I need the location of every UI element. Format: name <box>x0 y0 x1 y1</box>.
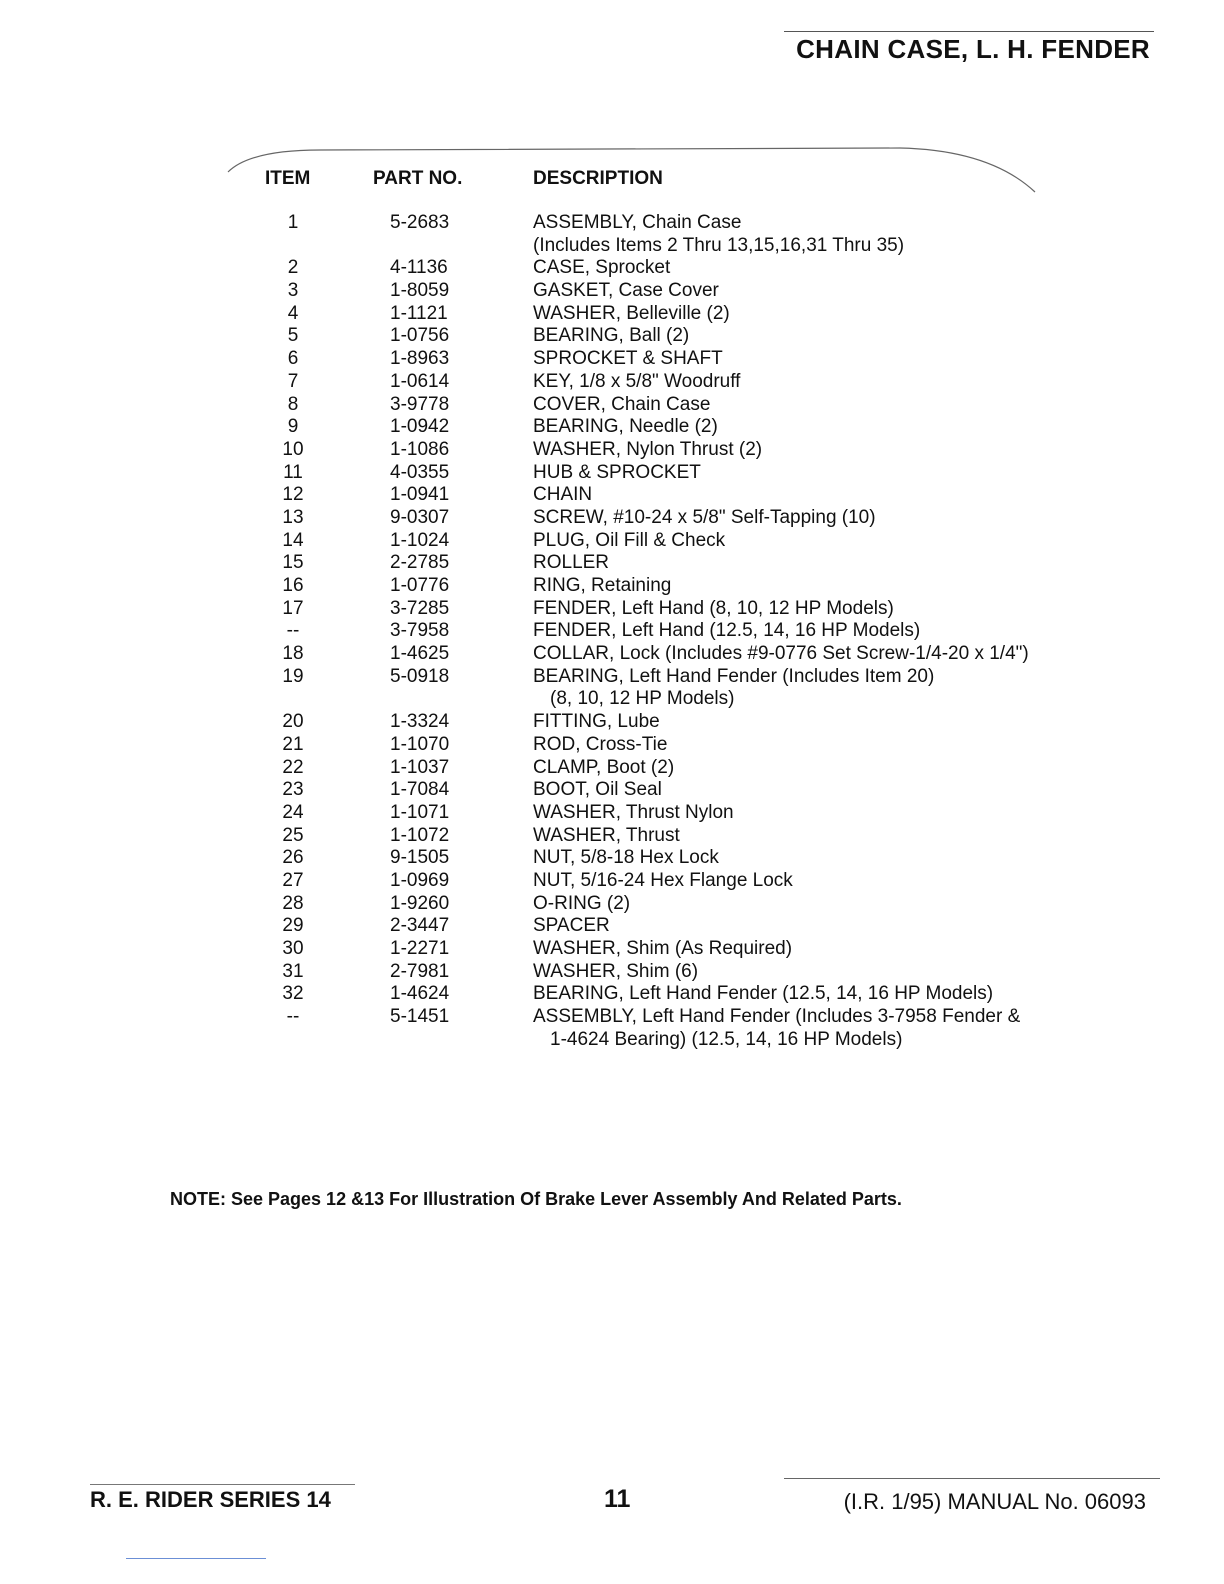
part-description: NUT, 5/16-24 Hex Flange Lock <box>533 869 793 891</box>
part-number: 1-0614 <box>390 370 450 392</box>
part-description: (8, 10, 12 HP Models) <box>550 688 735 710</box>
column-header-description: DESCRIPTION <box>533 168 663 189</box>
item-number: 21 <box>282 733 304 755</box>
item-number: 16 <box>282 575 304 596</box>
part-description: COVER, Chain Case <box>533 393 711 415</box>
table-row <box>0 983 1224 1006</box>
item-number: 26 <box>282 847 304 869</box>
part-number: 4-1136 <box>390 257 448 279</box>
part-number: 3-7285 <box>390 597 450 619</box>
footer-right-rule <box>784 1478 1160 1479</box>
part-description: WASHER, Nylon Thrust (2) <box>533 438 763 460</box>
part-description: FITTING, Lube <box>533 711 660 733</box>
part-number: 1-4625 <box>390 643 450 665</box>
table-row <box>0 847 1224 870</box>
part-number: 5-2683 <box>390 212 450 233</box>
part-number: 1-0969 <box>390 869 450 891</box>
item-number: -- <box>286 620 300 642</box>
part-description: PLUG, Oil Fill & Check <box>533 529 726 551</box>
part-description: ASSEMBLY, Chain Case <box>533 212 742 233</box>
part-description: FENDER, Left Hand (8, 10, 12 HP Models) <box>533 597 894 619</box>
part-description: WASHER, Belleville (2) <box>533 302 730 324</box>
part-description: FENDER, Left Hand (12.5, 14, 16 HP Models) <box>533 620 921 642</box>
item-number: 17 <box>282 597 304 619</box>
part-number: 1-1086 <box>390 438 450 460</box>
table-row <box>0 394 1224 417</box>
page-title: CHAIN CASE, L. H. FENDER <box>796 34 1150 64</box>
item-number: 15 <box>282 552 304 574</box>
table-row <box>0 507 1224 530</box>
table-row-continuation <box>0 1029 1224 1052</box>
table-row <box>0 212 1224 235</box>
part-description: SPROCKET & SHAFT <box>533 348 723 370</box>
item-number: 18 <box>282 643 304 665</box>
item-number: 28 <box>282 892 304 914</box>
part-description: WASHER, Shim (6) <box>533 960 699 982</box>
part-description: GASKET, Case Cover <box>533 280 719 302</box>
item-number: 23 <box>282 779 304 801</box>
table-row <box>0 757 1224 780</box>
table-row <box>0 416 1224 439</box>
item-number: 11 <box>283 461 303 483</box>
part-description: WASHER, Shim (As Required) <box>533 938 793 959</box>
part-description: WASHER, Thrust <box>533 824 680 846</box>
part-description: SPACER <box>533 915 610 937</box>
part-number: 1-8059 <box>390 280 450 302</box>
part-description: COLLAR, Lock (Includes #9-0776 Set Screw-1/4-20 x 1/4") <box>533 643 1029 665</box>
item-number: 29 <box>282 915 304 937</box>
item-number: 5 <box>287 325 299 347</box>
part-number: 1-3324 <box>390 711 450 733</box>
part-description: BOOT, Oil Seal <box>533 779 662 801</box>
footer-left-rule <box>90 1484 355 1485</box>
part-description: BEARING, Ball (2) <box>533 325 690 347</box>
item-number: 20 <box>282 711 304 733</box>
item-number: -- <box>286 1006 300 1028</box>
item-number: 3 <box>287 280 299 302</box>
parts-table <box>0 212 1224 1051</box>
table-row <box>0 915 1224 938</box>
item-number: 30 <box>282 938 304 959</box>
part-number: 1-4624 <box>390 983 450 1005</box>
part-number: 1-8963 <box>390 348 450 370</box>
part-number: 2-2785 <box>390 552 450 574</box>
part-description: HUB & SPROCKET <box>533 461 701 483</box>
part-number: 1-9260 <box>390 892 450 914</box>
note-text: NOTE: See Pages 12 &13 For Illustration Of Brake Lever Assembly And Related Parts. <box>170 1189 902 1209</box>
item-number: 14 <box>282 529 304 551</box>
item-number: 7 <box>287 370 299 392</box>
part-number: 1-0941 <box>390 484 450 506</box>
part-description: BEARING, Needle (2) <box>533 416 718 438</box>
table-row <box>0 575 1224 598</box>
item-number: 12 <box>282 484 304 506</box>
table-row <box>0 961 1224 984</box>
column-header-part-no: PART NO. <box>373 168 463 189</box>
part-number: 1-1024 <box>390 529 450 551</box>
part-description: BEARING, Left Hand Fender (12.5, 14, 16 HP Models) <box>533 983 994 1005</box>
item-number: 25 <box>282 824 304 846</box>
item-number: 10 <box>282 438 304 460</box>
part-number: 9-0307 <box>390 506 450 528</box>
column-header-item: ITEM <box>265 168 311 189</box>
table-row <box>0 1006 1224 1029</box>
table-row <box>0 325 1224 348</box>
part-description: NUT, 5/8-18 Hex Lock <box>533 847 719 869</box>
part-description: CASE, Sprocket <box>533 257 671 279</box>
part-number: 1-0776 <box>390 575 450 596</box>
item-number: 19 <box>282 665 304 687</box>
item-number: 24 <box>282 801 304 823</box>
part-description: SCREW, #10-24 x 5/8" Self-Tapping (10) <box>533 506 876 528</box>
table-row <box>0 348 1224 371</box>
table-row <box>0 802 1224 825</box>
part-number: 5-1451 <box>390 1006 450 1028</box>
table-row <box>0 620 1224 643</box>
part-number: 9-1505 <box>390 847 450 869</box>
item-number: 27 <box>282 869 304 891</box>
part-description: CHAIN <box>533 484 593 506</box>
part-number: 4-0355 <box>390 461 450 483</box>
table-row <box>0 938 1224 961</box>
table-row <box>0 303 1224 326</box>
bottom-link-line <box>126 1558 266 1559</box>
item-number: 9 <box>287 416 299 438</box>
part-number: 3-7958 <box>390 620 450 642</box>
part-number: 1-1037 <box>390 756 450 778</box>
item-number: 2 <box>287 257 299 279</box>
footer-manual-number: (I.R. 1/95) MANUAL No. 06093 <box>843 1489 1146 1514</box>
table-row <box>0 666 1224 689</box>
item-number: 1 <box>287 212 299 233</box>
item-number: 13 <box>282 506 304 528</box>
part-description: O-RING (2) <box>533 892 631 914</box>
item-number: 4 <box>287 302 299 324</box>
part-number: 1-1070 <box>390 733 450 755</box>
part-description: ROD, Cross-Tie <box>533 733 668 755</box>
part-description: (Includes Items 2 Thru 13,15,16,31 Thru 35) <box>533 234 905 256</box>
table-row <box>0 552 1224 575</box>
table-row <box>0 734 1224 757</box>
part-number: 1-0942 <box>390 416 450 438</box>
part-number: 2-7981 <box>390 960 450 982</box>
part-number: 2-3447 <box>390 915 450 937</box>
table-row <box>0 598 1224 621</box>
part-description: WASHER, Thrust Nylon <box>533 801 734 823</box>
table-row <box>0 371 1224 394</box>
item-number: 22 <box>282 756 304 778</box>
part-description: ROLLER <box>533 552 610 574</box>
item-number: 32 <box>282 983 304 1005</box>
part-number: 1-1071 <box>390 801 450 823</box>
table-row <box>0 711 1224 734</box>
part-description: ASSEMBLY, Left Hand Fender (Includes 3-7958 Fender & <box>533 1006 1021 1028</box>
table-row-continuation <box>0 235 1224 258</box>
part-number: 1-1121 <box>390 302 448 324</box>
item-number: 6 <box>287 348 299 370</box>
table-row <box>0 462 1224 485</box>
table-row <box>0 530 1224 553</box>
item-number: 8 <box>287 393 299 415</box>
column-headers <box>0 168 1224 192</box>
part-number: 1-0756 <box>390 325 450 347</box>
footer-series-title: R. E. RIDER SERIES 14 <box>90 1487 331 1512</box>
part-number: 5-0918 <box>390 665 450 687</box>
table-row-continuation <box>0 688 1224 711</box>
part-description: 1-4624 Bearing) (12.5, 14, 16 HP Models) <box>550 1028 903 1050</box>
part-number: 1-1072 <box>390 824 450 846</box>
part-description: RING, Retaining <box>533 575 672 596</box>
part-description: CLAMP, Boot (2) <box>533 756 675 778</box>
page-number: 11 <box>604 1485 631 1513</box>
table-row <box>0 825 1224 848</box>
part-number: 1-2271 <box>390 938 450 959</box>
table-row <box>0 257 1224 280</box>
item-number: 31 <box>282 960 304 982</box>
table-row <box>0 484 1224 507</box>
part-number: 1-7084 <box>390 779 450 801</box>
part-number: 3-9778 <box>390 393 450 415</box>
part-description: KEY, 1/8 x 5/8" Woodruff <box>533 370 741 392</box>
table-row <box>0 643 1224 666</box>
table-row <box>0 439 1224 462</box>
table-row <box>0 280 1224 303</box>
table-row <box>0 893 1224 916</box>
part-description: BEARING, Left Hand Fender (Includes Item 20) <box>533 665 935 687</box>
table-row <box>0 779 1224 802</box>
table-row <box>0 870 1224 893</box>
